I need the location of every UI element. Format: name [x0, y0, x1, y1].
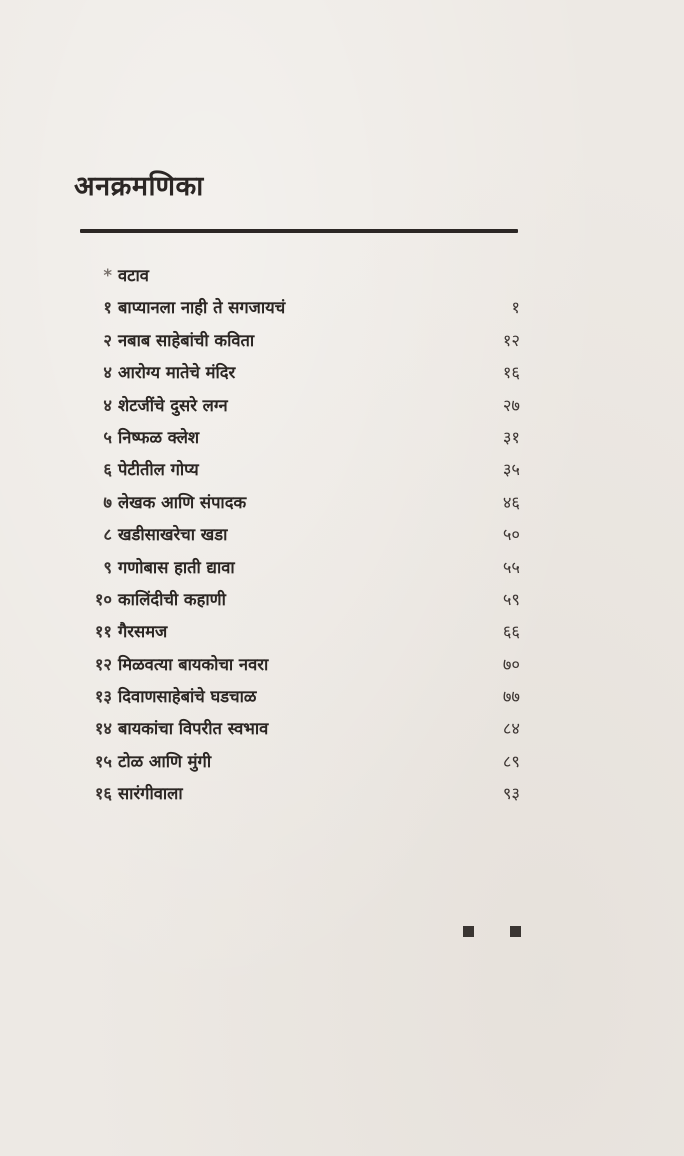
title-divider [80, 229, 518, 233]
toc-entry-title: टोळ आणि मुंगी [118, 751, 212, 771]
toc-entry-title: नबाब साहेबांची कविता [118, 330, 255, 350]
toc-entry [80, 458, 520, 490]
toc-entry [80, 296, 520, 328]
toc-entry [80, 556, 520, 588]
toc-entry-page: १६ [502, 363, 520, 383]
toc-entry-number: १३ [94, 687, 112, 707]
toc-entry-title: मिळवत्या बायकोचा नवरा [118, 654, 269, 674]
toc-entry-number: १ [103, 298, 112, 318]
toc-entry-title: खडीसाखरेचा खडा [118, 525, 228, 545]
toc-entry [80, 361, 520, 393]
toc-entry-number: १६ [94, 784, 112, 804]
page-title: अनक्रमणिका [74, 171, 204, 202]
toc-entry-page: ८९ [502, 751, 520, 771]
toc-entry [80, 653, 520, 685]
ornament-square [510, 926, 521, 937]
toc-entry-title: निष्फळ क्लेश [118, 427, 200, 447]
toc-entry [80, 264, 520, 296]
toc-entry-number: ५ [103, 427, 112, 447]
toc-entry-page: ३५ [502, 460, 520, 480]
toc-entry-number: ७ [103, 492, 112, 512]
toc-entry [80, 782, 520, 814]
toc-entry-page: ५५ [502, 557, 520, 577]
toc-entry [80, 394, 520, 426]
toc-entry-number: * [103, 266, 112, 285]
toc-entry-page: ८४ [502, 719, 520, 739]
toc-entry-title: शेटजींचे दुसरे लग्न [118, 395, 228, 415]
toc-entry [80, 685, 520, 717]
toc-entry [80, 717, 520, 749]
toc-entry-page: १ [511, 298, 520, 318]
toc-entry-title: लेखक आणि संपादक [118, 492, 247, 512]
toc-entry [80, 329, 520, 361]
toc-entry-number: ४ [103, 363, 112, 383]
toc-entry [80, 523, 520, 555]
toc-entry-page: ४६ [502, 492, 520, 512]
toc-entry-number: ९ [103, 557, 112, 577]
toc-entry [80, 491, 520, 523]
toc-entry-number: ६ [103, 460, 112, 480]
toc-entry-number: १२ [94, 654, 112, 674]
toc-entry-title: सारंगीवाला [118, 784, 183, 804]
toc-entry-title: बाप्यानला नाही ते सगजायचं [118, 298, 286, 318]
toc-entry-number: ८ [103, 525, 112, 545]
toc-entry-title: पेटीतील गोप्य [118, 460, 199, 480]
toc-entry-number: ११ [94, 622, 112, 642]
toc-entry-page: ७७ [502, 687, 520, 707]
toc-entry-number: १५ [94, 751, 112, 771]
toc-entry-page: १२ [502, 330, 520, 350]
toc-entry-number: ४ [103, 395, 112, 415]
toc-entry [80, 588, 520, 620]
toc-entry-page: ९३ [502, 784, 520, 804]
toc-entry-page: ३१ [502, 427, 520, 447]
toc-entry [80, 426, 520, 458]
toc-entry-title: गैरसमज [118, 622, 168, 642]
toc-entry-title: दिवाणसाहेबांचे घडचाळ [118, 687, 257, 707]
end-ornament [463, 926, 521, 937]
toc-entry [80, 620, 520, 652]
toc-entry [80, 750, 520, 782]
toc-entry-title: वटाव [118, 266, 149, 285]
toc-entry-title: बायकांचा विपरीत स्वभाव [118, 719, 269, 739]
toc-entry-page: ५९ [502, 589, 520, 609]
toc-entry-title: कालिंदीची कहाणी [118, 589, 226, 609]
toc-entry-number: १० [94, 589, 112, 609]
toc-entry-page: ६६ [502, 622, 520, 642]
toc-entry-number: २ [103, 330, 112, 350]
toc-entry-title: आरोग्य मातेचे मंदिर [118, 363, 236, 383]
ornament-square [463, 926, 474, 937]
toc-entry-number: १४ [94, 719, 112, 739]
table-of-contents [80, 264, 520, 815]
toc-entry-page: २७ [502, 395, 520, 415]
toc-entry-page: ७० [502, 654, 520, 674]
toc-entry-title: गणोबास हाती द्यावा [118, 557, 235, 577]
toc-entry-page: ५० [502, 525, 520, 545]
